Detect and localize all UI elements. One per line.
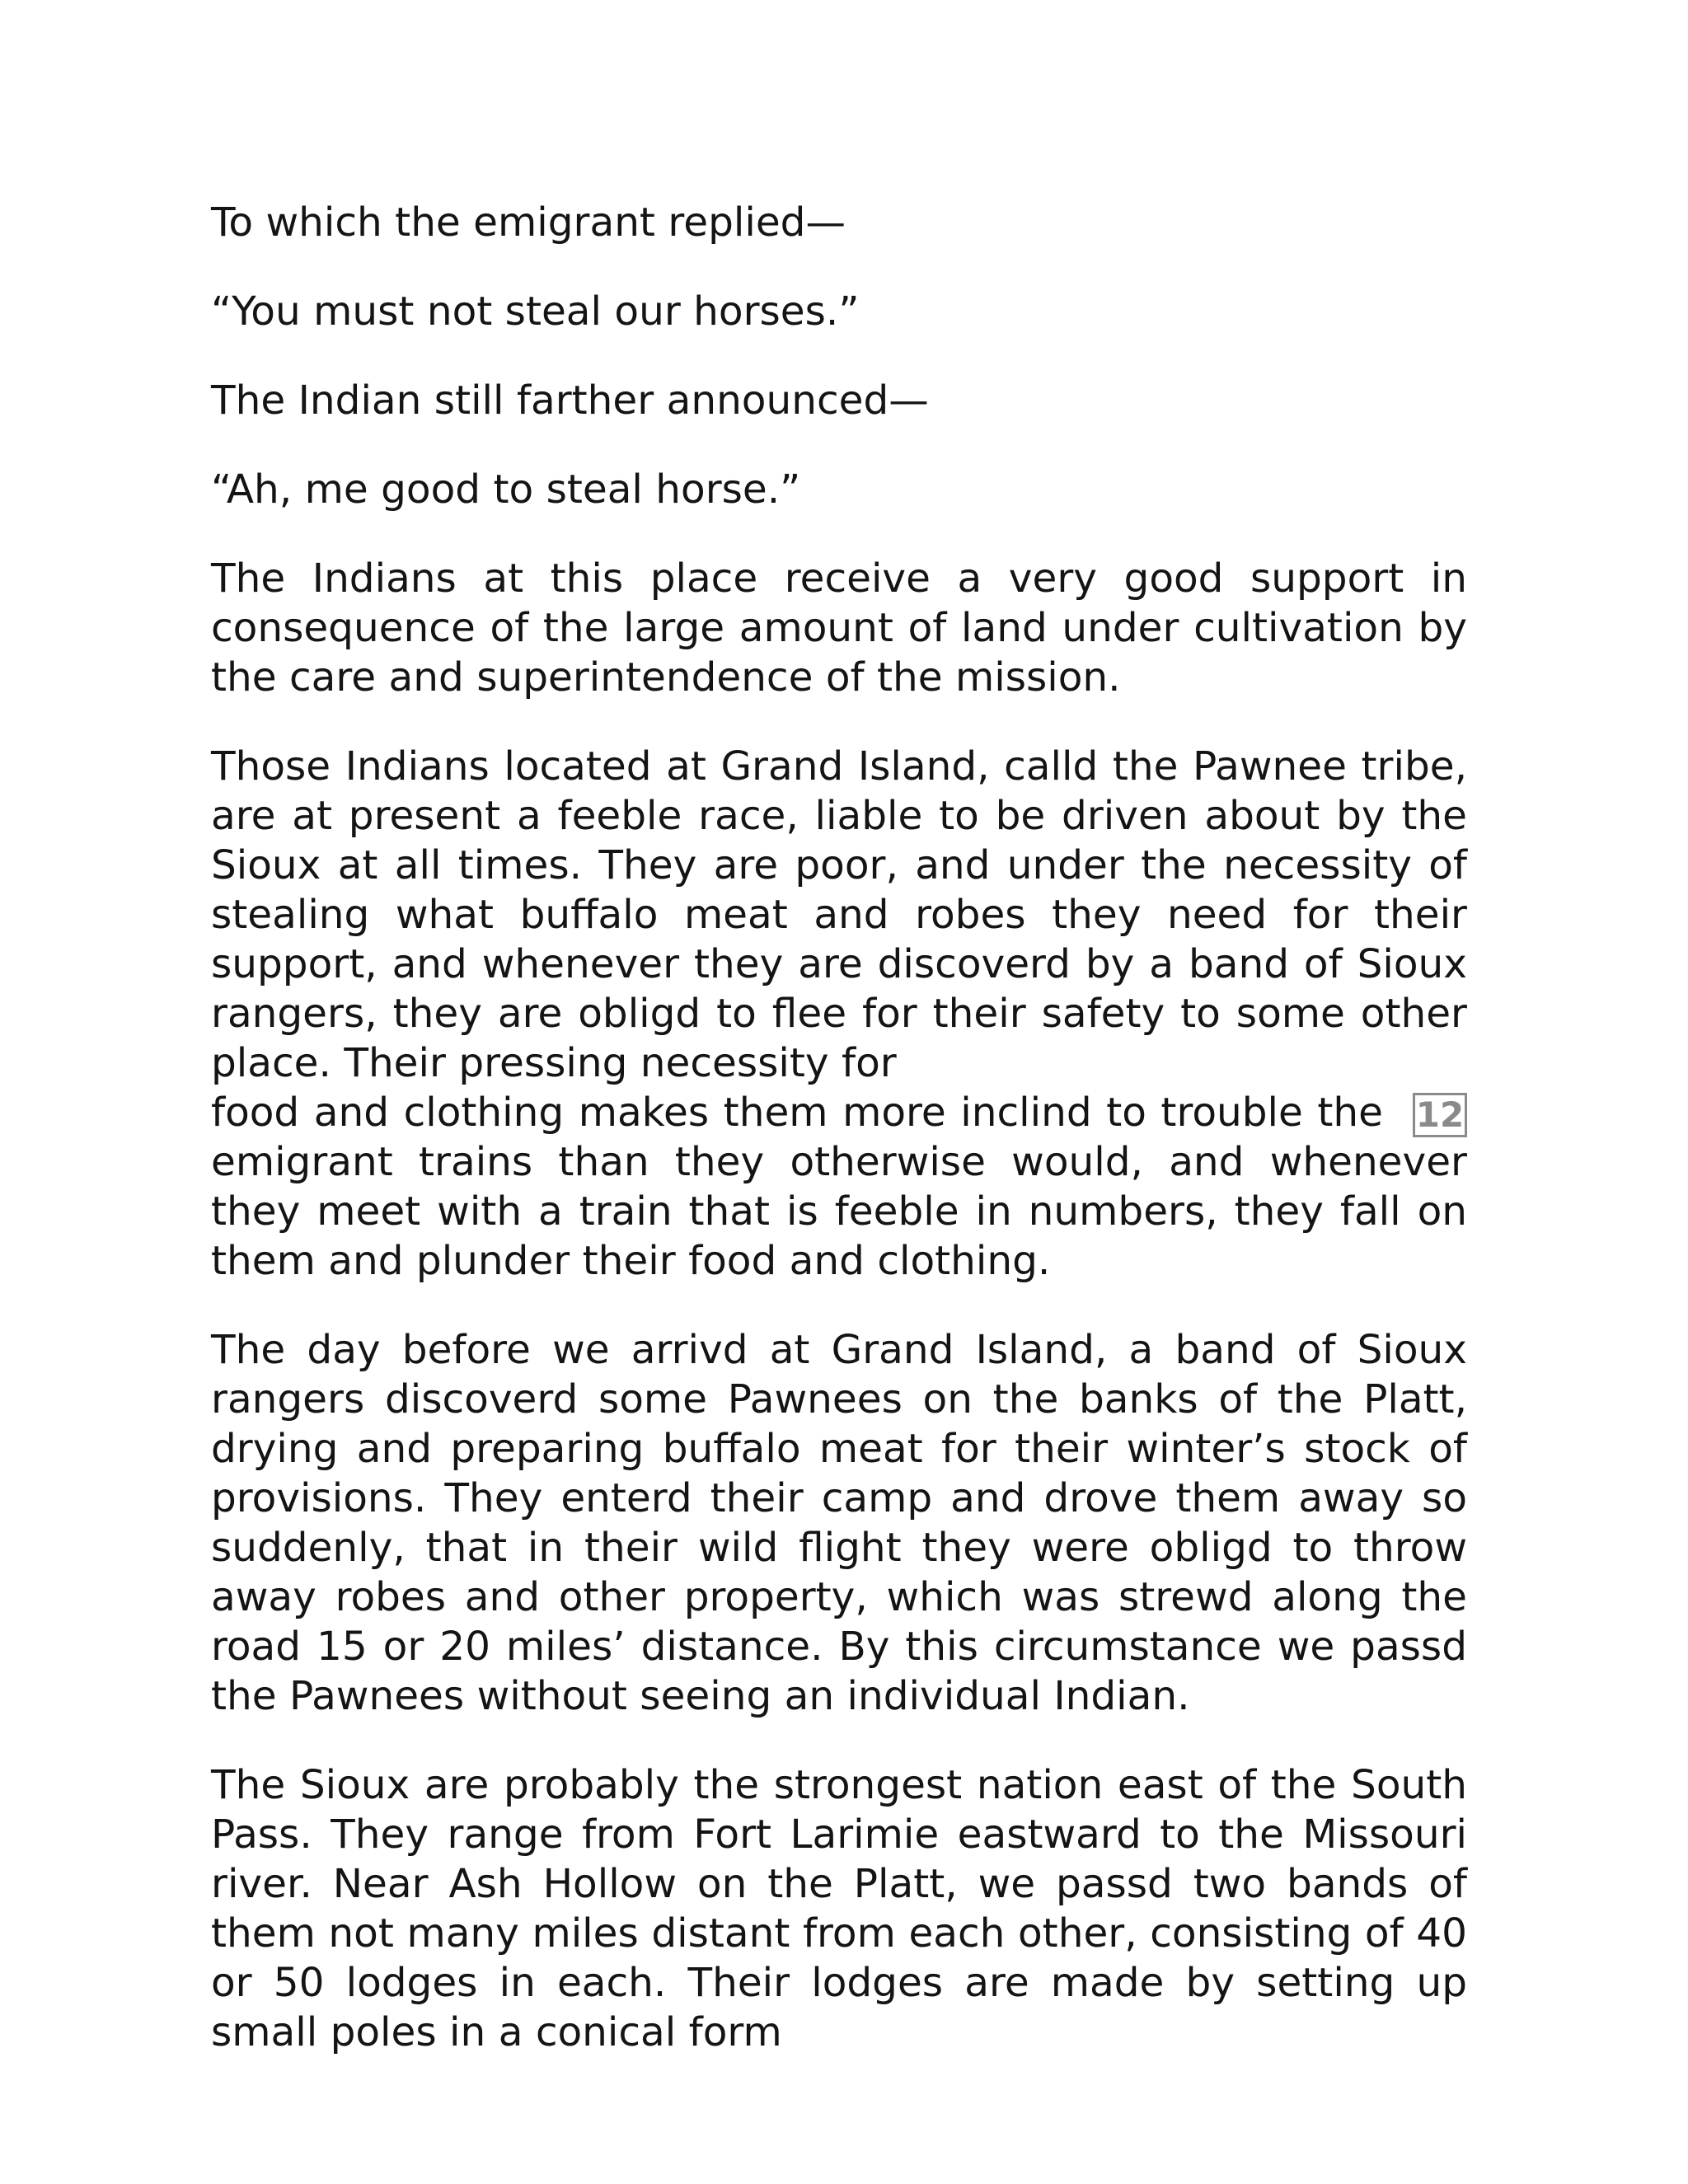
- page-number-marker: 12: [1413, 1093, 1467, 1137]
- page-body: [211, 198, 1467, 2097]
- paragraph-horses-quote: “You must not steal our horses.”: [211, 288, 860, 335]
- paragraph-pawnee-tribe-part-1: Those Indians located at Grand Island, calld the Pawnee tribe, are at present a feeble race, liable to be driven about by the Sioux at all times. They are poor, and under the necessity of stealing what buffalo meat and robes they need for their support, and whenever they are discoverd by a band of Sioux rangers, they are obligd to flee for their safety to some other place. Their pressing necessity for: [211, 743, 1467, 1086]
- paragraph-pawnee-tribe: [211, 742, 1467, 1286]
- paragraph-emigrant-reply: To which the emigrant replied—: [211, 199, 846, 246]
- paragraph-mission-support: The Indians at this place receive a very good support in consequence of the large amount of land under cultivation by the care and superintendence of the mission.: [211, 555, 1467, 701]
- paragraph-sioux-nation: The Sioux are probably the strongest nation east of the South Pass. They range from Fort Larimie eastward to the Missouri river. Near Ash Hollow on the Platt, we passd two bands of them not many miles distant from each other, consisting of 40 or 50 lodges in each. Their lodges are made by setting up small poles in a conical form: [211, 1762, 1467, 2055]
- paragraph-indian-announced: The Indian still farther announced—: [211, 377, 929, 424]
- paragraph-pawnee-tribe-part-2: food and clothing makes them more inclind to trouble the emigrant trains than they otherwise would, and whenever they meet with a train that is feeble in numbers, they fall on them and plunder their food and clothing.: [211, 1090, 1467, 1284]
- paragraph-steal-horse-quote: “Ah, me good to steal horse.”: [211, 466, 801, 513]
- paragraph-grand-island: The day before we arrivd at Grand Island, a band of Sioux rangers discoverd some Pawnees on the banks of the Platt, drying and preparing buffalo meat for their winter’s stock of provisions. They enterd their camp and drove them away so suddenly, that in their wild flight they were obligd to throw away robes and other property, which was strewd along the road 15 or 20 miles’ distance. By this circumstance we passd the Pawnees without seeing an individual Indian.: [211, 1327, 1467, 1719]
